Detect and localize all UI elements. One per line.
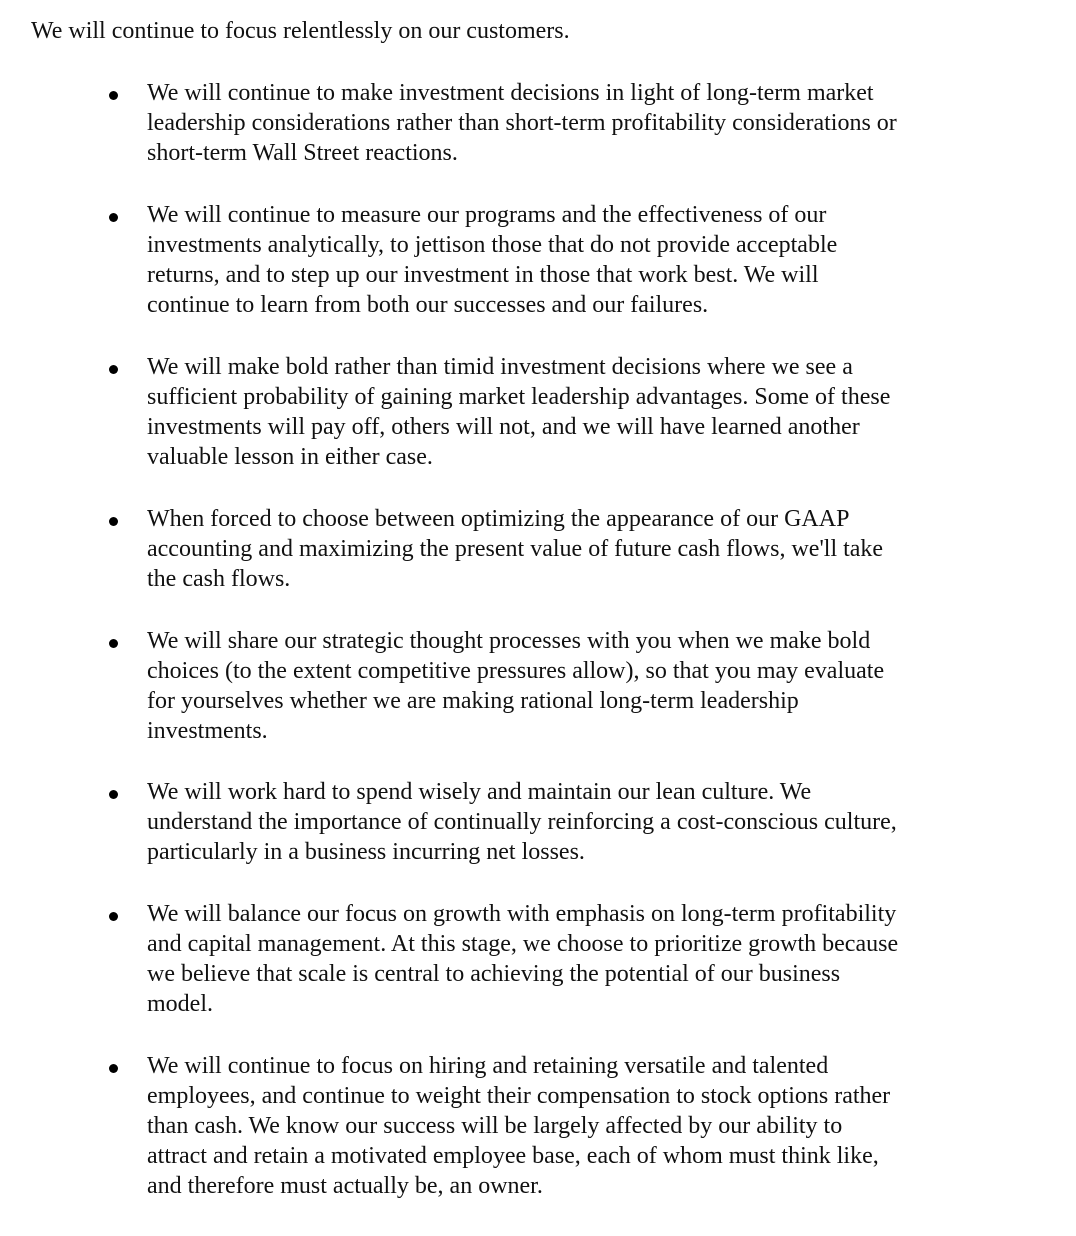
bullet-line: valuable lesson in either case. [147,443,433,470]
bullet-text [147,79,977,169]
bullet-text [147,353,977,473]
bullet-dot-icon [109,912,118,921]
bullet-text [147,900,977,1020]
bullet-dot-icon [109,1064,118,1073]
bullet-line: returns, and to step up our investment in those that work best. We will [147,261,819,288]
bullet-line: We will continue to make investment decisions in light of long-term market [147,80,874,106]
bullet-line: When forced to choose between optimizing the appearance of our GAAP [147,506,850,532]
bullet-dot-icon [109,517,118,526]
bullet-line: choices (to the extent competitive pressures allow), so that you may evaluate [147,657,885,684]
bullet-dot-icon [109,639,118,648]
bullet-line: continue to learn from both our successes and our failures. [147,291,709,318]
bullet-line: the cash flows. [147,565,291,592]
bullet-line: understand the importance of continually reinforcing a cost-conscious culture, [147,808,897,835]
bullet-text [147,505,977,595]
bullet-line: We will continue to focus on hiring and retaining versatile and talented [147,1053,829,1079]
bullet-line: model. [147,990,213,1017]
bullet-line: We will share our strategic thought processes with you when we make bold [147,628,871,654]
bullet-line: We will balance our focus on growth with emphasis on long-term profitability [147,901,897,927]
bullet-line: employees, and continue to weight their compensation to stock options rather [147,1082,891,1109]
bullet-line: accounting and maximizing the present value of future cash flows, we'll take [147,535,884,562]
bullet-line: We will work hard to spend wisely and maintain our lean culture. We [147,779,812,805]
bullet-line: We will make bold rather than timid investment decisions where we see a [147,354,853,380]
bullet-line: short-term Wall Street reactions. [147,139,458,166]
bullet-line: sufficient probability of gaining market leadership advantages. Some of these [147,383,891,410]
bullet-line: than cash. We know our success will be largely affected by our ability to [147,1112,843,1139]
bullet-line: investments analytically, to jettison those that do not provide acceptable [147,231,838,258]
intro-paragraph: We will continue to focus relentlessly on our customers. [31,18,570,44]
bullet-text [147,201,977,321]
bullet-dot-icon [109,213,118,222]
bullet-line: and capital management. At this stage, we choose to prioritize growth because [147,930,899,957]
bullet-dot-icon [109,91,118,100]
bullet-line: particularly in a business incurring net losses. [147,838,585,865]
bullet-dot-icon [109,790,118,799]
bullet-line: leadership considerations rather than short-term profitability considerations or [147,109,897,136]
bullet-dot-icon [109,365,118,374]
bullet-line: investments will pay off, others will not, and we will have learned another [147,413,860,440]
bullet-line: attract and retain a motivated employee base, each of whom must think like, [147,1142,879,1169]
bullet-text [147,1052,977,1202]
bullet-line: investments. [147,717,268,744]
bullet-line: We will continue to measure our programs and the effectiveness of our [147,202,827,228]
bullet-text [147,627,977,747]
bullet-text [147,778,977,868]
bullet-line: and therefore must actually be, an owner. [147,1172,543,1199]
bullet-line: we believe that scale is central to achieving the potential of our business [147,960,841,987]
bullet-line: for yourselves whether we are making rational long-term leadership [147,687,799,714]
